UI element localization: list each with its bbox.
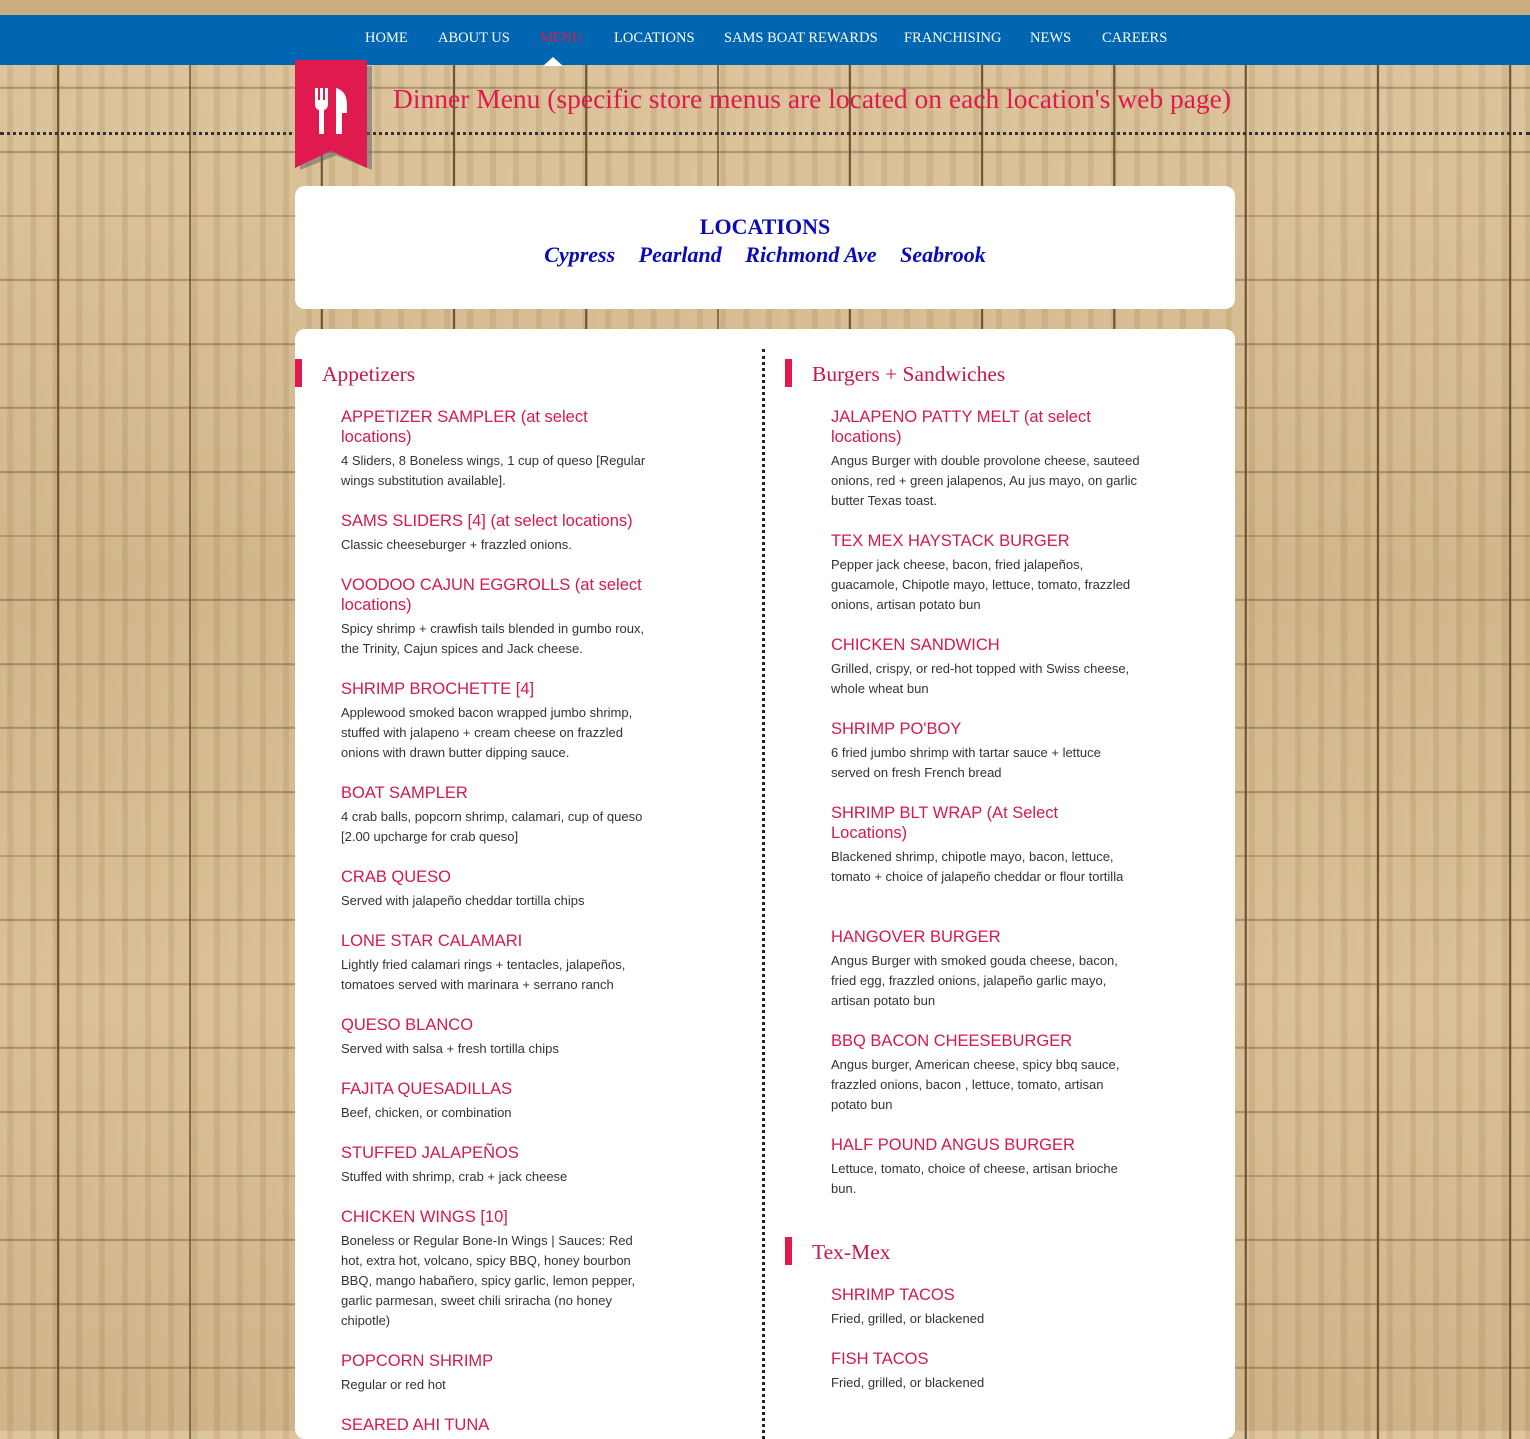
menu-ribbon — [295, 60, 367, 168]
section-marker — [785, 359, 792, 387]
menu-item — [341, 1415, 651, 1439]
location-link-richmond-ave[interactable]: Richmond Ave — [745, 242, 877, 267]
menu-item-desc: Spicy shrimp + crawfish tails blended in gumbo roux, the Trinity, Cajun spices and Jack cheese. — [341, 621, 645, 656]
locations-panel — [295, 186, 1235, 309]
menu-item-name: SHRIMP BROCHETTE [4] — [341, 680, 535, 698]
page-title: Dinner Menu (specific store menus are located on each location's web page) — [393, 83, 1232, 114]
top-strip — [0, 0, 1530, 15]
menu-item-desc: Served with salsa + fresh tortilla chips — [341, 1041, 559, 1056]
location-link-seabrook[interactable]: Seabrook — [900, 242, 986, 267]
menu-item-desc: Fried, grilled, or blackened — [831, 1311, 985, 1326]
menu-item — [831, 407, 1141, 511]
nav-menu[interactable]: MENU — [540, 30, 583, 46]
menu-item — [831, 1349, 1141, 1393]
menu-item-desc: Lettuce, tomato, choice of cheese, artisan brioche bun. — [831, 1161, 1118, 1196]
menu-item — [341, 575, 651, 659]
menu-item-name: CHICKEN WINGS [10] — [341, 1208, 508, 1226]
nav-news[interactable]: NEWS — [1030, 30, 1072, 46]
nav-franchising[interactable]: FRANCHISING — [904, 30, 1002, 46]
active-nav-caret — [543, 57, 563, 66]
menu-item-desc: Angus burger, American cheese, spicy bbq sauce, frazzled onions, bacon , lettuce, tomato, artisan potato bun — [831, 1057, 1120, 1112]
menu-item-name: BOAT SAMPLER — [341, 784, 468, 802]
menu-item — [341, 1351, 651, 1395]
menu-item — [341, 931, 651, 995]
menu-item-name: QUESO BLANCO — [341, 1016, 474, 1034]
menu-item-name: FAJITA QUESADILLAS — [341, 1080, 513, 1098]
column-divider — [762, 349, 765, 1439]
menu-item — [341, 1143, 651, 1187]
menu-item-name: LONE STAR CALAMARI — [341, 932, 523, 950]
menu-item — [341, 783, 651, 847]
menu-item-desc: 6 fried jumbo shrimp with tartar sauce + lettuce served on fresh French bread — [831, 745, 1101, 780]
section-title-appetizers: Appetizers — [322, 362, 416, 386]
menu-item-desc: Beef, chicken, or combination — [341, 1105, 512, 1120]
menu-item-name: APPETIZER SAMPLER (at select locations) — [341, 408, 588, 446]
nav-about-us[interactable]: ABOUT US — [438, 30, 510, 46]
menu-item-desc: Fried, grilled, or blackened — [831, 1375, 985, 1390]
menu-item — [341, 867, 651, 911]
menu-item-name: POPCORN SHRIMP — [341, 1352, 494, 1370]
menu-item-name: FISH TACOS — [831, 1350, 929, 1368]
menu-item-name: BBQ BACON CHEESEBURGER — [831, 1032, 1073, 1050]
menu-item-name: HALF POUND ANGUS BURGER — [831, 1136, 1075, 1154]
menu-item-desc: Pepper jack cheese, bacon, fried jalapeños, guacamole, Chipotle mayo, lettuce, tomato, frazzled onions, artisan potato bun — [831, 557, 1131, 612]
menu-item-name: STUFFED JALAPEÑOS — [341, 1144, 519, 1162]
section-title-burgers-sandwiches: Burgers + Sandwiches — [812, 362, 1006, 386]
menu-item — [831, 719, 1141, 783]
menu-item-name: SHRIMP BLT WRAP (At Select Locations) — [831, 804, 1059, 842]
location-link-pearland[interactable]: Pearland — [638, 242, 722, 267]
header-divider — [0, 132, 1530, 135]
menu-item-desc: Angus Burger with smoked gouda cheese, bacon, fried egg, frazzled onions, jalapeño garlic mayo, artisan potato bun — [831, 953, 1118, 1008]
menu-item — [341, 1079, 651, 1123]
menu-item-desc: Boneless or Regular Bone-In Wings | Sauces: Red hot, extra hot, volcano, spicy BBQ, honey bourbon BBQ, mango habañero, spicy garlic, lemon pepper, garlic parmesan, sweet chili sriracha (no honey chipotle) — [341, 1233, 636, 1328]
menu-item-name: SAMS SLIDERS [4] (at select locations) — [341, 512, 633, 530]
menu-item-desc: 4 Sliders, 8 Boneless wings, 1 cup of queso [Regular wings substitution available]. — [341, 453, 646, 488]
menu-item-name: CHICKEN SANDWICH — [831, 636, 1000, 654]
menu-item-desc: Angus Burger with double provolone cheese, sauteed onions, red + green jalapenos, Au jus mayo, on garlic butter Texas toast. — [831, 453, 1140, 508]
menu-item — [831, 1285, 1141, 1329]
menu-item-desc: Grilled, crispy, or red-hot topped with Swiss cheese, whole wheat bun — [831, 661, 1130, 696]
menu-item-desc: Blackened shrimp, chipotle mayo, bacon, lettuce, tomato + choice of jalapeño cheddar or flour tortilla — [831, 849, 1124, 884]
menu-item-desc: Served with jalapeño cheddar tortilla chips — [341, 893, 585, 908]
menu-item-desc: 4 crab balls, popcorn shrimp, calamari, cup of queso [2.00 upcharge for crab queso] — [341, 809, 643, 844]
menu-item — [831, 1031, 1141, 1115]
nav-sams-boat-rewards[interactable]: SAMS BOAT REWARDS — [724, 30, 878, 46]
menu-item — [341, 1015, 651, 1059]
menu-item-name: CRAB QUESO — [341, 868, 452, 886]
menu-item — [341, 1207, 651, 1331]
menu-item-desc: Applewood smoked bacon wrapped jumbo shrimp, stuffed with jalapeno + cream cheese on frazzled onions with drawn butter dipping sauce. — [341, 705, 633, 760]
main-nav — [0, 15, 1530, 65]
menu-item-name: TEX MEX HAYSTACK BURGER — [831, 532, 1070, 550]
menu-item-desc: Stuffed with shrimp, crab + jack cheese — [341, 1169, 568, 1184]
location-link-cypress[interactable]: Cypress — [544, 242, 616, 267]
section-marker — [785, 1237, 792, 1265]
locations-heading: LOCATIONS — [699, 214, 831, 239]
menu-item-name: SEARED AHI TUNA — [341, 1416, 490, 1434]
nav-careers[interactable]: CAREERS — [1102, 30, 1168, 46]
menu-item-name: HANGOVER BURGER — [831, 928, 1001, 946]
menu-item-name: JALAPENO PATTY MELT (at select locations) — [831, 408, 1091, 446]
menu-item-name: SHRIMP TACOS — [831, 1286, 955, 1304]
menu-item-name: VOODOO CAJUN EGGROLLS (at select locations) — [341, 576, 642, 614]
locations-links — [295, 242, 1235, 268]
menu-item — [831, 531, 1141, 615]
fork-knife-icon — [313, 88, 349, 134]
menu-item — [831, 803, 1131, 887]
menu-item — [341, 679, 651, 763]
menu-item-desc: Lightly fried calamari rings + tentacles, jalapeños, tomatoes served with marinara + serrano ranch — [341, 957, 626, 992]
menu-item — [831, 1135, 1141, 1199]
menu-item-name: SHRIMP PO'BOY — [831, 720, 962, 738]
menu-item — [831, 927, 1141, 1011]
menu-item-desc: Regular or red hot — [341, 1377, 446, 1392]
section-marker — [295, 359, 302, 387]
menu-item — [831, 635, 1141, 699]
section-title-tex-mex: Tex-Mex — [812, 1240, 891, 1264]
nav-locations[interactable]: LOCATIONS — [614, 30, 695, 46]
menu-item — [341, 407, 651, 491]
menu-item — [341, 511, 651, 555]
nav-home[interactable]: HOME — [365, 30, 408, 46]
menu-item-desc: Classic cheeseburger + frazzled onions. — [341, 537, 572, 552]
menu-panel — [295, 329, 1235, 1439]
